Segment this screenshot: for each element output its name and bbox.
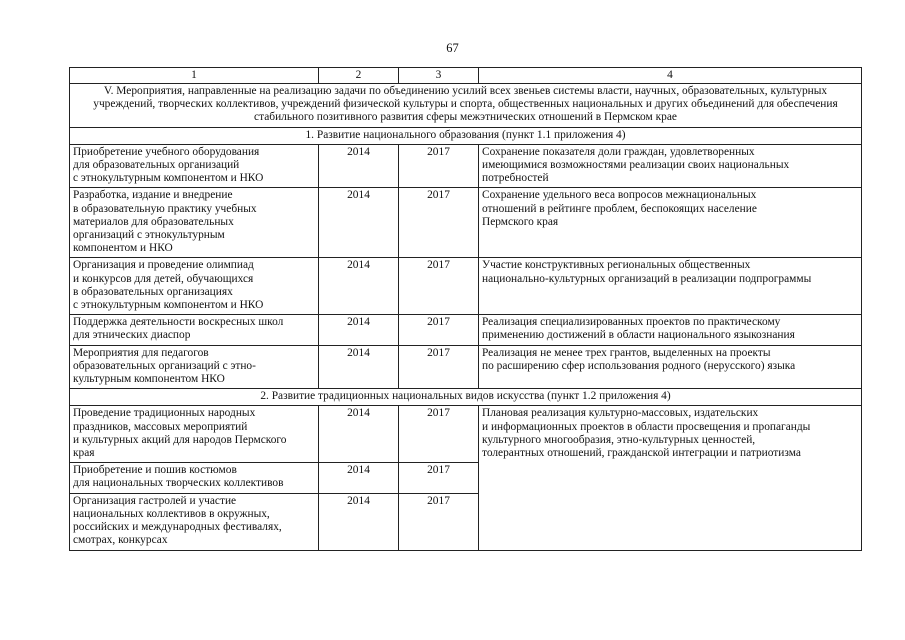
expected-result: Участие конструктивных региональных общественных национально-культурных организаций в реализации подпрограммы	[479, 258, 862, 315]
shared-expected-result: Плановая реализация культурно-массовых, издательских и информационных проектов в области просвещения и пропаганды культурного многообразия, этно-культурных ценностей, толерантных отношений, гражданской интеграции и патриотизма	[479, 406, 862, 550]
table-row	[70, 188, 862, 258]
end-year: 2017	[399, 144, 479, 188]
start-year: 2014	[319, 463, 399, 493]
table-row	[70, 345, 862, 389]
section-title-row	[70, 84, 862, 128]
expected-result: Сохранение показателя доли граждан, удовлетворенных имеющимися возможностями реализации своих национальных потребностей	[479, 144, 862, 188]
end-year: 2017	[399, 315, 479, 345]
column-number-1: 1	[70, 68, 319, 84]
start-year: 2014	[319, 493, 399, 550]
end-year: 2017	[399, 406, 479, 463]
table-row	[70, 406, 862, 463]
end-year: 2017	[399, 345, 479, 389]
activity-name: Организация и проведение олимпиад и конкурсов для детей, обучающихся в образовательных организациях с этнокультурным компонентом и НКО	[70, 258, 319, 315]
subsection-title-row	[70, 127, 862, 144]
activity-name: Поддержка деятельности воскресных школ для этнических диаспор	[70, 315, 319, 345]
table-row	[70, 144, 862, 188]
column-number-row	[70, 68, 862, 84]
end-year: 2017	[399, 258, 479, 315]
column-number-3: 3	[399, 68, 479, 84]
section-title: V. Мероприятия, направленные на реализацию задачи по объединению усилий всех звеньев системы власти, научных, образовательных, культурных учреждений, творческих коллективов, учреждений физической культуры и спорта, общественных национальных и других объединений для обеспечения стабильного позитивного развития сферы межэтнических отношений в Пермском крае	[70, 84, 862, 128]
column-number-4: 4	[479, 68, 862, 84]
activity-name: Организация гастролей и участие национальных коллективов в окружных, российских и международных фестивалях, смотрах, конкурсах	[70, 493, 319, 550]
page-number: 67	[446, 41, 459, 55]
column-number-2: 2	[319, 68, 399, 84]
activity-name: Приобретение учебного оборудования для образовательных организаций с этнокультурным компонентом и НКО	[70, 144, 319, 188]
start-year: 2014	[319, 406, 399, 463]
activity-name: Проведение традиционных народных праздников, массовых мероприятий и культурных акций для народов Пермского края	[70, 406, 319, 463]
table-row	[70, 315, 862, 345]
start-year: 2014	[319, 258, 399, 315]
subsection-title: 2. Развитие традиционных национальных видов искусства (пункт 1.2 приложения 4)	[70, 389, 862, 406]
start-year: 2014	[319, 345, 399, 389]
subsection-title: 1. Развитие национального образования (пункт 1.1 приложения 4)	[70, 127, 862, 144]
table-row	[70, 258, 862, 315]
activity-name: Приобретение и пошив костюмов для национальных творческих коллективов	[70, 463, 319, 493]
activity-name: Мероприятия для педагогов образовательных организаций с этно- культурным компонентом НКО	[70, 345, 319, 389]
expected-result: Сохранение удельного веса вопросов межнациональных отношений в рейтинге проблем, беспокоящих население Пермского края	[479, 188, 862, 258]
activity-name: Разработка, издание и внедрение в образовательную практику учебных материалов для образовательных организаций с этнокультурным компонентом и НКО	[70, 188, 319, 258]
start-year: 2014	[319, 188, 399, 258]
end-year: 2017	[399, 493, 479, 550]
start-year: 2014	[319, 144, 399, 188]
end-year: 2017	[399, 188, 479, 258]
expected-result: Реализация не менее трех грантов, выделенных на проекты по расширению сфер использования родного (нерусского) языка	[479, 345, 862, 389]
subsection-title-row	[70, 389, 862, 406]
end-year: 2017	[399, 463, 479, 493]
start-year: 2014	[319, 315, 399, 345]
expected-result: Реализация специализированных проектов по практическому применению достижений в области национального языкознания	[479, 315, 862, 345]
activities-table	[69, 67, 862, 551]
